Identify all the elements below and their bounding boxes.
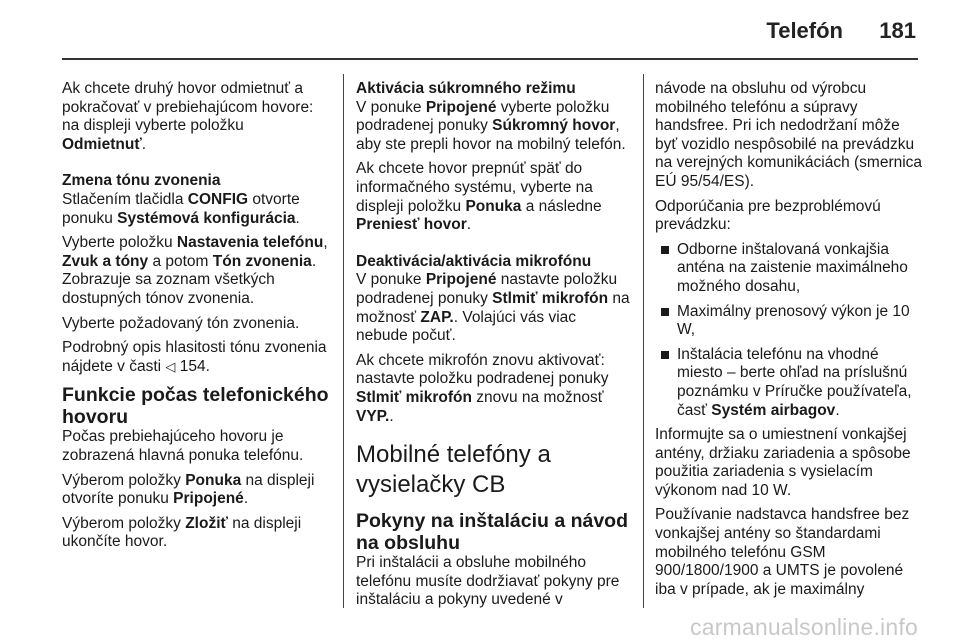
menu-ringtone: Tón zvonenia (212, 252, 312, 270)
menu-phone-settings: Nastavenia telefónu (176, 234, 324, 252)
section-airbag-system: Systém airbagov (711, 401, 836, 419)
menu-item-reject: Odmietnuť (62, 135, 142, 153)
reject-call-paragraph (62, 80, 330, 154)
microphone-paragraph-2 (356, 352, 632, 426)
text: znovu na možnosť (471, 388, 604, 406)
call-paragraph-2 (62, 472, 330, 509)
private-paragraph-1 (356, 99, 632, 155)
bullet-square-icon (661, 246, 669, 254)
list-item (655, 241, 925, 297)
watermark: carmanualsonline.info (690, 614, 918, 640)
ringtone-heading: Zmena tónu zvonenia (62, 172, 221, 190)
page-reference-arrow-icon: ◁ (165, 358, 176, 374)
text: Ak chcete mikrofón znovu aktivovať: nastavte položku podradenej ponuky (356, 351, 609, 388)
menu-item-connected: Pripojené (425, 98, 497, 116)
installation-paragraph-1: Pri inštalácii a obsluhe mobilného telefónu musíte dodržiavať pokyny pre inštaláciu a pokyny uvedené v (356, 554, 620, 609)
text: Stlačením tlačidla (62, 190, 188, 208)
header-divider (62, 58, 918, 60)
text: Ak chcete hovor prepnúť späť do informačného systému, vyberte na displeji položku (356, 160, 593, 215)
menu-item-menu: Ponuka (465, 197, 522, 215)
option-on: ZAP. (420, 308, 454, 326)
bullet-square-icon (661, 351, 669, 359)
ringtone-paragraph-1 (62, 191, 330, 228)
list-item-text: Odborne inštalovaná vonkajšia anténa na zaistenie maximálneho možného dosahu, (677, 240, 908, 295)
config-button-label: CONFIG (187, 190, 249, 208)
text: a potom (148, 252, 213, 270)
private-paragraph-2 (356, 160, 632, 234)
mobile-phones-heading: Mobilné telefóny a vysielačky CB (356, 441, 551, 499)
menu-item-hangup: Zložiť (185, 514, 228, 532)
page-reference[interactable]: 154. (175, 357, 210, 375)
call-paragraph-3 (62, 515, 330, 552)
microphone-paragraph-1 (356, 271, 632, 345)
menu-sound-tones: Zvuk a tóny (62, 252, 149, 270)
text: . (389, 407, 394, 425)
handsfree-paragraph: Používanie nadstavca handsfree bez vonkajšej antény so štandardami mobilného telefónu GSM 900/1800/1900 a UMTS je povolené iba v prípade, ak je maximálny (655, 506, 910, 598)
installation-heading: Pokyny na inštaláciu a návod na obsluhu (356, 510, 629, 555)
text: . (295, 209, 300, 227)
page-title: Telefón (766, 18, 843, 43)
private-mode-heading: Aktivácia súkromného režimu (356, 80, 576, 97)
microphone-heading: Deaktivácia/aktivácia mikrofónu (356, 252, 592, 270)
text: na možnosť (356, 289, 630, 326)
list-item (655, 346, 925, 420)
page-header (0, 0, 960, 62)
text: Ak chcete druhý hovor odmietnuť a pokračovať v prebiehajúcom hovore: na displeji vyberte položku (62, 80, 314, 135)
page-number: 181 (879, 18, 916, 43)
text: . (466, 216, 472, 234)
text: . Zobrazuje sa zoznam všetkých dostupných tónov zvonenia. (62, 252, 317, 307)
text: , (323, 234, 328, 252)
ringtone-paragraph-4 (62, 339, 330, 376)
menu-item-connected: Pripojené (173, 490, 244, 508)
text: vyberte položku podradenej ponuky (356, 98, 610, 135)
text: . (141, 135, 147, 153)
ringtone-paragraph-3: Vyberte požadovaný tón zvonenia. (62, 314, 300, 332)
column-divider-1 (343, 74, 344, 608)
list-item-text: Maximálny prenosový výkon je 10 W, (677, 302, 910, 339)
menu-system-config: Systémová konfigurácia (117, 209, 296, 227)
column-3 (655, 80, 925, 605)
option-off: VYP. (356, 407, 390, 425)
recommendations-list (655, 241, 925, 420)
menu-item-menu: Ponuka (185, 471, 242, 489)
text: Vyberte položku (62, 234, 177, 252)
call-paragraph-1: Počas prebiehajúceho hovoru je zobrazená hlavná ponuka telefónu. (62, 428, 304, 464)
text: . (835, 401, 840, 419)
menu-item-transfer-call: Preniesť hovor (356, 216, 467, 234)
menu-item-connected: Pripojené (425, 271, 497, 289)
installation-paragraph-2: návode na obsluhu od výrobcu mobilného telefónu a súpravy handsfree. Pri ich nedodržaní môže byť vozidlo nespôsobilé na prevádzku na verejných komunikáciách (smernica EÚ 95/54/ES). (655, 80, 923, 190)
list-item-text: Inštalácia telefónu na vhodné miesto – berte ohľad na príslušnú poznámku v Príručke používateľa, časť (677, 345, 912, 419)
text: Podrobný opis hlasitosti tónu zvonenia nájdete v časti (62, 339, 327, 375)
text: Výberom položky (62, 471, 186, 489)
text: a následne (521, 197, 602, 215)
column-1 (62, 80, 330, 558)
text: Výberom položky (62, 514, 186, 532)
text: . Volajúci vás viac nebude počuť. (356, 308, 577, 345)
menu-item-mute-mic: Stlmiť mikrofón (356, 388, 472, 406)
text: V ponuke (356, 271, 426, 289)
text: na displeji otvoríte ponuku (62, 471, 315, 508)
text: otvorte ponuku (62, 190, 300, 227)
bullet-square-icon (661, 308, 669, 316)
recommendations-intro: Odporúčania pre bezproblémovú prevádzku: (655, 197, 881, 234)
menu-item-private-call: Súkromný hovor (492, 117, 616, 135)
antenna-paragraph: Informujte sa o umiestnení vonkajšej antény, držiaku zariadenia a spôsobe použitia zariadenia s vysielacím výkonom nad 10 W. (655, 426, 911, 499)
text: . (243, 490, 249, 508)
ringtone-paragraph-2 (62, 234, 330, 308)
column-divider-2 (643, 74, 644, 608)
column-2 (356, 80, 632, 616)
text: , aby ste prepli hovor na mobilný telefón. (356, 117, 626, 153)
list-item (655, 303, 925, 340)
text: nastavte položku podradenej ponuky (356, 271, 618, 307)
menu-item-mute-mic: Stlmiť mikrofón (492, 289, 609, 307)
text: V ponuke (356, 98, 426, 116)
text: na displeji ukončíte hovor. (62, 514, 302, 551)
call-functions-heading: Funkcie počas telefonického hovoru (62, 384, 329, 429)
